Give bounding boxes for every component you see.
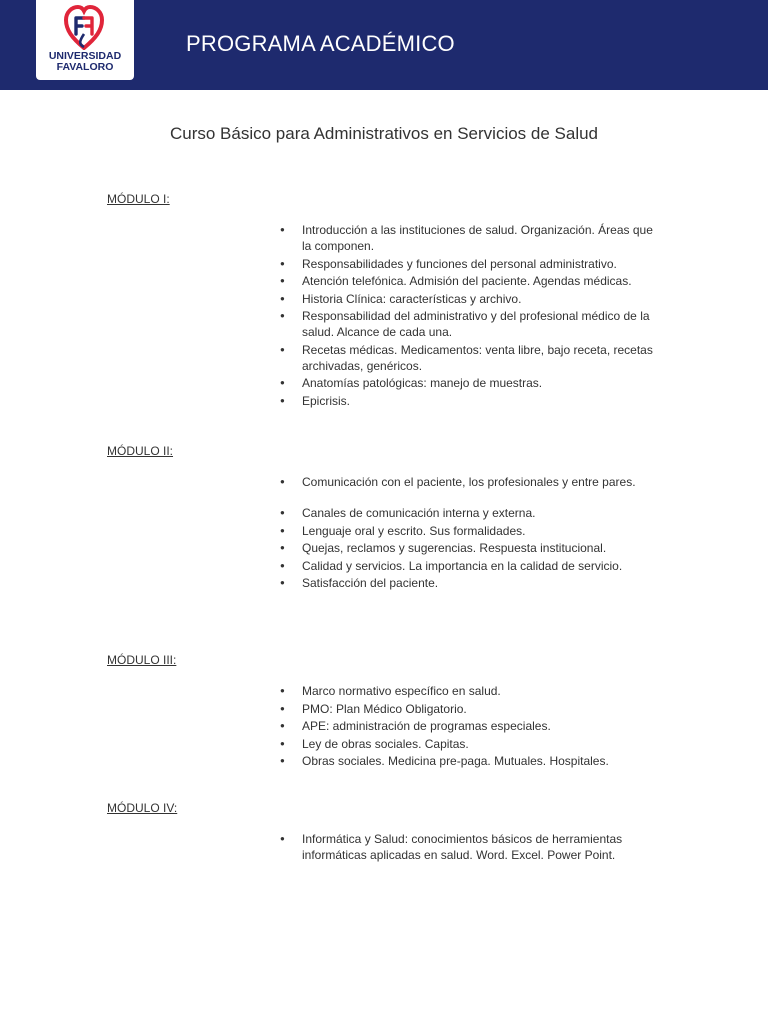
list-item: ● Lenguaje oral y escrito. Sus formalidades. [280,523,665,539]
list-item: ● Comunicación con el paciente, los profesionales y entre pares. [280,474,665,490]
module-3-heading: MÓDULO III: [107,653,177,667]
list-item: ● Historia Clínica: características y archivo. [280,291,665,307]
list-item: ● Epicrisis. [280,393,665,409]
university-logo [36,0,134,80]
list-item: ● Marco normativo específico en salud. [280,683,665,699]
list-item: ● Recetas médicas. Medicamentos: venta libre, bajo receta, recetas archivadas, genéricos. [280,342,665,374]
module-3-list [280,683,665,771]
list-item: ● Responsabilidades y funciones del personal administrativo. [280,256,665,272]
list-item: ● Canales de comunicación interna y externa. [280,505,665,521]
list-item: ● Introducción a las instituciones de salud. Organización. Áreas que la componen. [280,222,665,254]
module-1-heading: MÓDULO I: [107,192,170,206]
list-item: ● Responsabilidad del administrativo y del profesional médico de la salud. Alcance de cada una. [280,308,665,340]
list-item: ● Atención telefónica. Admisión del paciente. Agendas médicas. [280,273,665,289]
list-item: ● Obras sociales. Medicina pre-paga. Mutuales. Hospitales. [280,753,665,769]
list-item: ● APE: administración de programas especiales. [280,718,665,734]
logo-line-2: FAVALORO [56,61,114,73]
list-item: ● Ley de obras sociales. Capitas. [280,736,665,752]
module-2-heading: MÓDULO II: [107,444,174,458]
list-item: ● Satisfacción del paciente. [280,575,665,591]
list-item: ● Informática y Salud: conocimientos básicos de herramientas informáticas aplicadas en salud. Word. Excel. Power Point. [280,831,665,863]
list-item: ● Anatomías patológicas: manejo de muestras. [280,375,665,391]
module-4-heading: MÓDULO IV: [107,801,178,815]
module-4-list [280,831,665,865]
document-title: Curso Básico para Administrativos en Servicios de Salud [169,124,599,143]
module-2-list [280,474,665,593]
list-item: ● PMO: Plan Médico Obligatorio. [280,701,665,717]
header-title: PROGRAMA ACADÉMICO [186,31,455,56]
header-bar [0,0,768,90]
heart-logo-icon [64,4,104,50]
list-item: ● Quejas, reclamos y sugerencias. Respuesta institucional. [280,540,665,556]
list-item: ● Calidad y servicios. La importancia en la calidad de servicio. [280,558,665,574]
logo-line-1: UNIVERSIDAD [48,50,122,62]
module-1-list [280,222,665,410]
